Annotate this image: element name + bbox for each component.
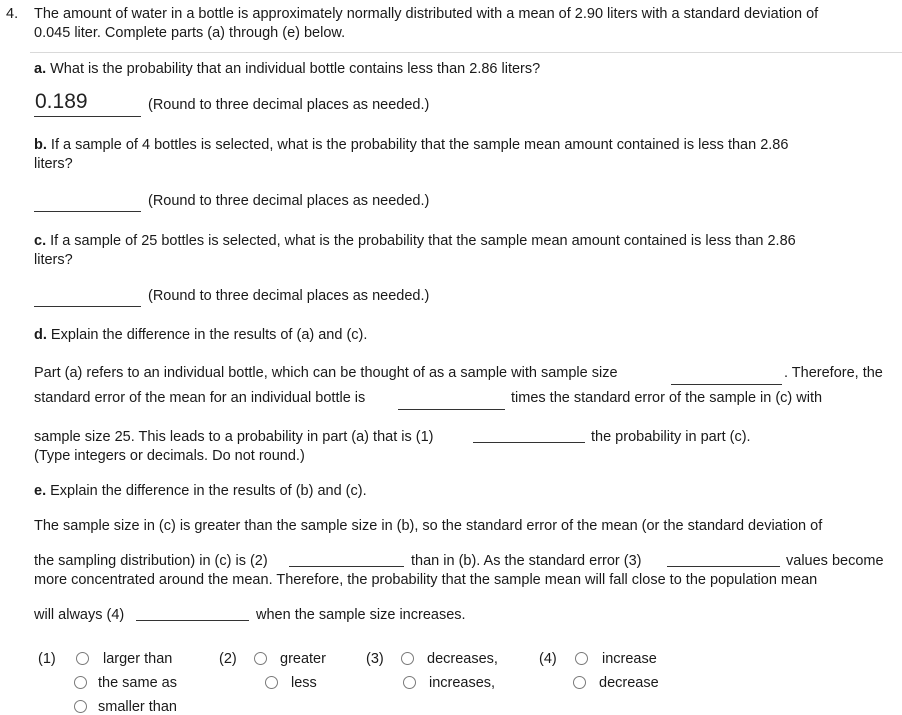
part-d-text2: . Therefore, the [784,365,883,381]
choice-2-option-2-radio[interactable] [265,676,278,689]
part-b-question-line1 [34,137,788,153]
choice-group-2-label: (2) [219,651,237,667]
part-d-text4: times the standard error of the sample in (c) with [511,390,823,406]
part-e-text5: more concentrated around the mean. Therefore, the probability that the sample mean will fall close to the population mean [34,572,818,588]
part-c-question-line2: liters? [34,252,73,268]
choice-1-option-3-radio[interactable] [74,700,87,713]
choice-1-option-2-radio[interactable] [74,676,87,689]
part-d-dropdown-1[interactable] [473,442,585,443]
choice-4-option-1-radio[interactable] [575,652,588,665]
part-e-text6: will always (4) [34,607,125,623]
question-number: 4. [6,6,19,22]
choice-1-option-1-radio[interactable] [76,652,89,665]
part-c-question-text: If a sample of 25 bottles is selected, what is the probability that the sample mean amount contained is less than 2.86 [50,233,796,249]
part-d-label: d. [34,327,47,343]
choice-3-option-1-radio[interactable] [401,652,414,665]
choice-2-option-1-label[interactable]: greater [280,651,326,667]
part-e-label: e. [34,483,47,499]
part-a-answer-underline [34,116,141,117]
part-a-question-text: What is the probability that an individual bottle contains less than 2.86 liters? [50,61,541,77]
part-e-question [34,483,367,499]
part-d-question [34,327,367,343]
part-d-times-input[interactable] [398,409,505,410]
part-e-text7: when the sample size increases. [256,607,466,623]
part-c-question-line1 [34,233,796,249]
part-d-question-text: Explain the difference in the results of (a) and (c). [50,327,368,343]
part-d-text6: the probability in part (c). [591,429,751,445]
part-e-dropdown-2[interactable] [289,566,404,567]
part-b-label: b. [34,137,47,153]
part-d-sample-size-input[interactable] [671,384,782,385]
choice-3-option-1-label[interactable]: decreases, [427,651,498,667]
part-c-label: c. [34,233,47,249]
part-a-hint: (Round to three decimal places as needed.) [148,97,430,113]
part-d-text5: sample size 25. This leads to a probability in part (a) that is (1) [34,429,434,445]
choice-4-option-2-radio[interactable] [573,676,586,689]
choice-2-option-2-label[interactable]: less [291,675,317,691]
choice-3-option-2-label[interactable]: increases, [429,675,496,691]
choice-2-option-1-radio[interactable] [254,652,267,665]
choice-group-1-label: (1) [38,651,56,667]
part-e-text2: the sampling distribution) in (c) is (2) [34,553,268,569]
choice-4-option-2-label[interactable]: decrease [599,675,659,691]
part-e-text4: values become [786,553,884,569]
choice-3-option-2-radio[interactable] [403,676,416,689]
part-c-answer-input[interactable] [34,306,141,307]
part-d-text1: Part (a) refers to an individual bottle, which can be thought of as a sample with sample size [34,365,618,381]
question-stem-line2: 0.045 liter. Complete parts (a) through (e) below. [34,25,346,41]
question-stem-line1: The amount of water in a bottle is approximately normally distributed with a mean of 2.90 liters with a standard deviation of [34,6,819,22]
part-b-hint: (Round to three decimal places as needed.) [148,193,430,209]
part-c-hint: (Round to three decimal places as needed.) [148,288,430,304]
choice-4-option-1-label[interactable]: increase [602,651,657,667]
part-e-dropdown-3[interactable] [667,566,780,567]
part-a-answer[interactable]: 0.189 [35,90,88,113]
part-a-question [34,61,540,77]
part-e-dropdown-4[interactable] [136,620,249,621]
choice-1-option-3-label[interactable]: smaller than [98,699,177,715]
part-a-label: a. [34,61,47,77]
choice-group-4-label: (4) [539,651,557,667]
part-b-question-line2: liters? [34,156,73,172]
choice-1-option-1-label[interactable]: larger than [103,651,173,667]
part-d-text7: (Type integers or decimals. Do not round.) [34,448,305,464]
part-e-question-text: Explain the difference in the results of (b) and (c). [50,483,367,499]
choice-group-3-label: (3) [366,651,384,667]
part-e-text3: than in (b). As the standard error (3) [411,553,642,569]
part-e-text1: The sample size in (c) is greater than the sample size in (b), so the standard error of the mean (or the standard deviation of [34,518,823,534]
part-d-text3: standard error of the mean for an individual bottle is [34,390,366,406]
part-b-answer-input[interactable] [34,211,141,212]
part-b-question-text: If a sample of 4 bottles is selected, what is the probability that the sample mean amount contained is less than 2.86 [50,137,789,153]
choice-1-option-2-label[interactable]: the same as [98,675,177,691]
divider [30,52,902,53]
